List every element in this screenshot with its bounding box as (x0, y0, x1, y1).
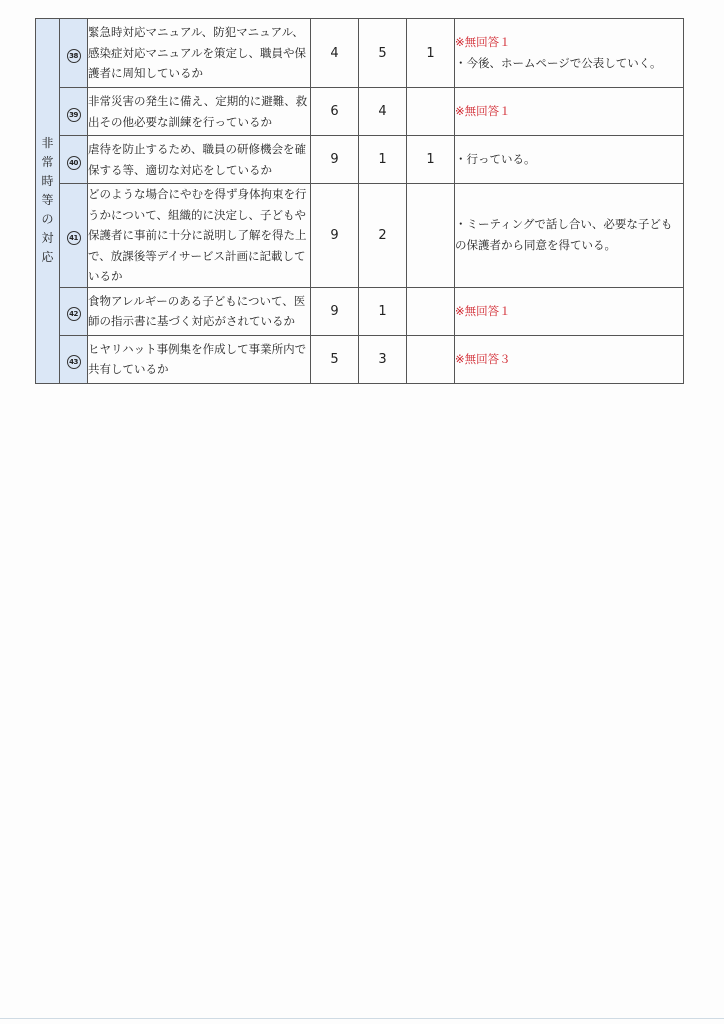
category-char: 時 (41, 174, 54, 189)
question-cell: 非常災害の発生に備え、定期的に避難、救出その他必要な訓練を行っているか (88, 88, 311, 136)
no-answer-note: ※無回答３ (455, 351, 511, 366)
category-cell (36, 19, 60, 384)
item-number-cell (60, 184, 88, 288)
table-row (36, 19, 684, 88)
comment-cell (455, 19, 684, 88)
count-partly: 4 (359, 88, 407, 136)
category-char: の (41, 212, 54, 227)
table-row (36, 88, 684, 136)
item-number: 39 (67, 108, 81, 122)
count-partly: 5 (359, 19, 407, 88)
count-no: 1 (407, 19, 455, 88)
category-char: 非 (41, 136, 54, 151)
question-cell: ヒヤリハット事例集を作成して事業所内で共有しているか (88, 335, 311, 383)
count-no (407, 184, 455, 288)
item-number: 43 (67, 355, 81, 369)
question-cell: どのような場合にやむを得ず身体拘束を行うかについて、組織的に決定し、子どもや保護者に事前に十分に説明し了解を得た上で、放課後等デイサービス計画に記載しているか (88, 184, 311, 288)
comment-cell (455, 287, 684, 335)
category-char: 等 (41, 193, 54, 208)
count-yes: 9 (311, 287, 359, 335)
item-number-cell (60, 287, 88, 335)
table-row (36, 287, 684, 335)
count-partly: 3 (359, 335, 407, 383)
category-char: 応 (41, 250, 54, 265)
item-number-cell (60, 19, 88, 88)
evaluation-table (35, 18, 684, 384)
category-char: 常 (41, 155, 54, 170)
count-no (407, 88, 455, 136)
item-number: 42 (67, 307, 81, 321)
count-partly: 2 (359, 184, 407, 288)
table-row (36, 136, 684, 184)
comment-text: ・行っている。 (455, 152, 536, 166)
comment-text: ・ミーティングで話し合い、必要な子どもの保護者から同意を得ている。 (455, 217, 673, 253)
category-char: 対 (41, 231, 54, 246)
comment-cell (455, 335, 684, 383)
count-yes: 9 (311, 184, 359, 288)
comment-text: ・今後、ホームページで公表していく。 (455, 56, 662, 70)
question-cell: 食物アレルギーのある子どもについて、医師の指示書に基づく対応がされているか (88, 287, 311, 335)
no-answer-note: ※無回答１ (455, 303, 511, 318)
count-yes: 9 (311, 136, 359, 184)
count-yes: 5 (311, 335, 359, 383)
table-row (36, 184, 684, 288)
count-no: 1 (407, 136, 455, 184)
count-no (407, 335, 455, 383)
question-cell: 緊急時対応マニュアル、防犯マニュアル、感染症対応マニュアルを策定し、職員や保護者に周知しているか (88, 19, 311, 88)
count-partly: 1 (359, 287, 407, 335)
comment-cell (455, 136, 684, 184)
comment-cell (455, 88, 684, 136)
item-number-cell (60, 88, 88, 136)
item-number: 38 (67, 49, 81, 63)
item-number: 41 (67, 231, 81, 245)
table-row (36, 335, 684, 383)
comment-cell (455, 184, 684, 288)
count-no (407, 287, 455, 335)
scan-edge-line (0, 1018, 724, 1019)
no-answer-note: ※無回答１ (455, 104, 511, 118)
item-number-cell (60, 335, 88, 383)
count-yes: 6 (311, 88, 359, 136)
count-yes: 4 (311, 19, 359, 88)
item-number-cell (60, 136, 88, 184)
question-cell: 虐待を防止するため、職員の研修機会を確保する等、適切な対応をしているか (88, 136, 311, 184)
item-number: 40 (67, 156, 81, 170)
no-answer-note: ※無回答１ (455, 35, 511, 49)
count-partly: 1 (359, 136, 407, 184)
